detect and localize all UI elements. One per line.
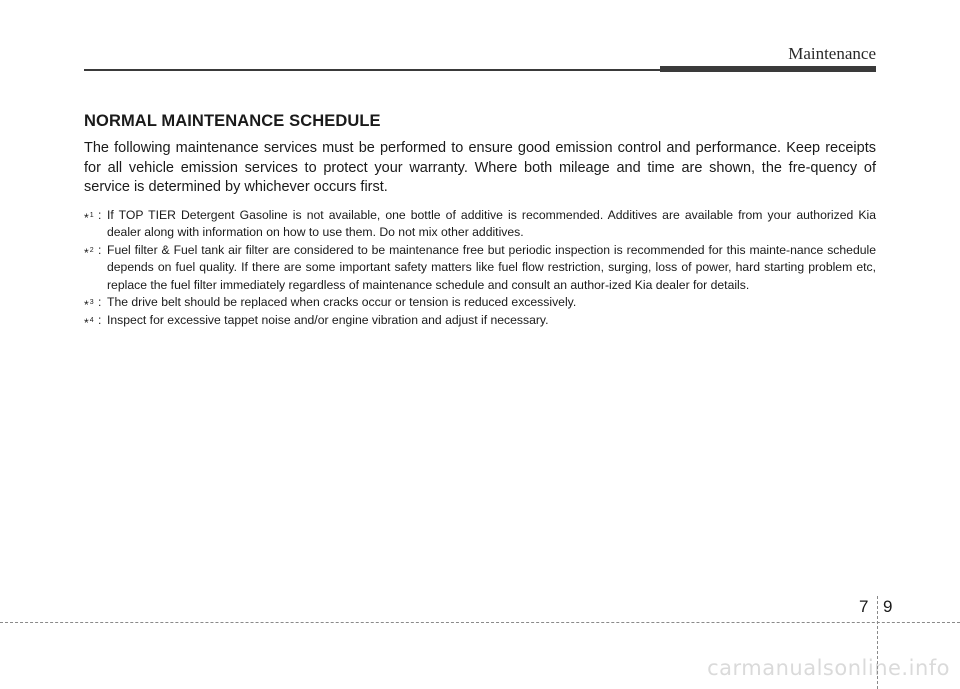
footnote-text: The drive belt should be replaced when cracks occur or tension is reduced excessively. [107,295,577,309]
footnote-text: Inspect for excessive tappet noise and/or engine vibration and adjust if necessary. [107,312,549,327]
footnote-list [84,207,876,330]
footnote-item [84,207,876,242]
footnote-item [84,294,876,312]
footnote-item [84,312,876,330]
footnote-marker: *$^4$ [84,315,94,330]
footnote-colon: : [98,242,102,257]
footnote-colon: : [98,207,102,222]
footnote-item [84,242,876,295]
intro-paragraph: The following maintenance services must be performed to ensure good emission control and performance. Keep receipts for all vehicle emission services to protect your warranty. Where both mileage and time are shown, the fre-quency of service is determined by whichever occurs first. [84,140,876,195]
page-number: 9 [883,597,893,616]
footnote-text: If TOP TIER Detergent Gasoline is not available, one bottle of additive is recommended. Additives are available from your authorized Kia dealer along with information on how to use them. Do not mix other additives. [107,207,876,239]
section-title: Maintenance [788,44,876,63]
watermark: carmanualsonline.info [707,656,950,680]
footnote-colon: : [98,312,102,327]
footnote-marker: *$^3$ [84,298,94,312]
footnote-colon: : [98,295,102,309]
page-content [84,112,876,329]
footer-rule [0,622,960,623]
footnote-text: Fuel filter & Fuel tank air filter are considered to be maintenance free but periodic inspection is recommended for this mainte-nance schedule depends on fuel quality. If there are some important safety matters like fuel flow restriction, surging, loss of power, hard starting problem etc, replace the fuel filter immediately regardless of maintenance schedule and consult an author-ized Kia dealer for details. [107,242,876,292]
page-heading: NORMAL MAINTENANCE SCHEDULE [84,112,381,130]
header-rule [84,69,660,71]
chapter-number: 7 [859,597,869,616]
footnote-marker: *$^1$ [84,210,94,225]
header-rule-accent [660,66,876,72]
footnote-marker: *$^2$ [84,245,94,260]
